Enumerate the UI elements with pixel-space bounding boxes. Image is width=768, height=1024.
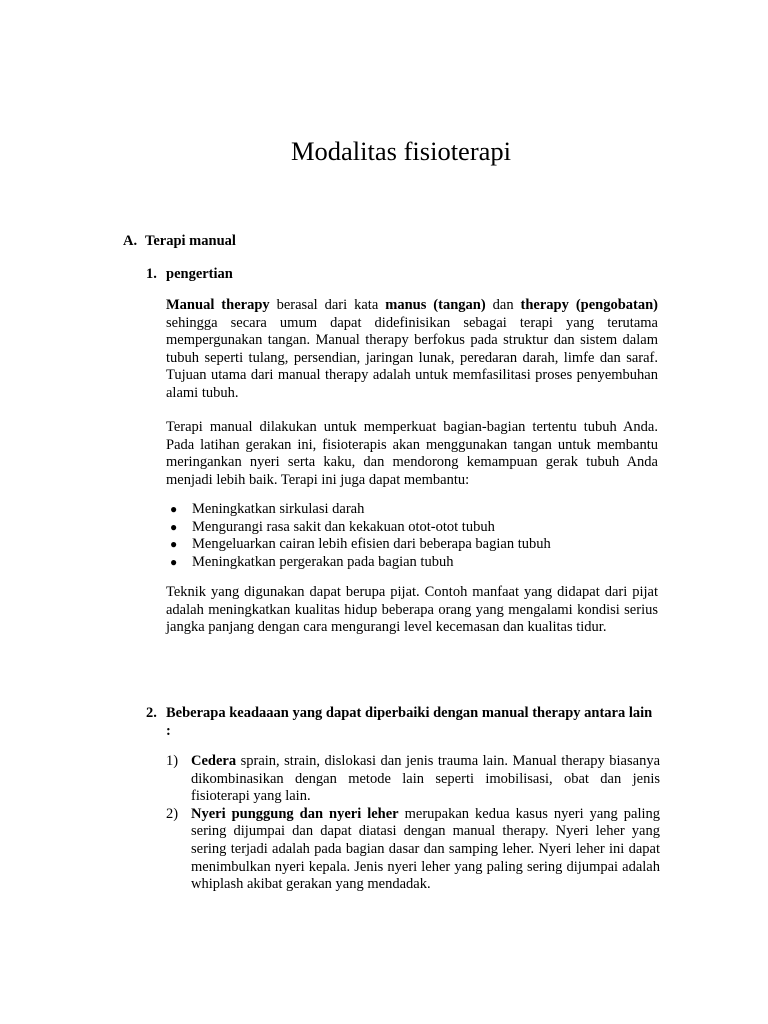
condition-text: merupakan kedua kasus nyeri yang paling sering dijumpai dan dapat diatasi dengan manual therapy. Nyeri leher yang sering terjadi adalah pada bagian dasar dan samping leher. Nyeri leher ini dapat menimbulkan nyeri kepala. Jenis nyeri leher yang paling sering dijumpai adalah whiplash akibat gerakan yang mendadak. [191, 805, 661, 893]
paragraph-text: berasal dari kata [269, 297, 386, 313]
subsection-2-marker: 2. [146, 705, 157, 721]
term-therapy: therapy (pengobatan) [520, 297, 658, 313]
list-item [166, 806, 660, 894]
section-a-title: Terapi manual [145, 233, 236, 249]
bullet-icon: ● [170, 537, 178, 552]
paragraph-text: dan [485, 297, 521, 313]
list-item [166, 554, 551, 572]
page-title: Modalitas fisioterapi [290, 136, 512, 166]
bullet-icon: ● [170, 502, 178, 516]
benefits-list [166, 501, 551, 571]
bullet-icon: ● [170, 519, 178, 534]
item-marker: 1) [166, 753, 179, 769]
paragraph-purpose: Terapi manual dilakukan untuk memperkuat bagian-bagian tertentu tubuh Anda. Pada latihan gerakan ini, fisioterapis akan menggunakan tangan untuk membantu meringankan nyeri serta kaku, dan mendorong kemampuan gerak tubuh Anda menjadi lebih baik. Terapi ini juga dapat membantu: [166, 419, 658, 488]
section-a-marker: A. [123, 233, 138, 249]
term-manus: manus (tangan) [385, 297, 486, 313]
condition-term: Cedera [191, 753, 237, 769]
subsection-2-heading [146, 705, 660, 740]
condition-text: sprain, strain, dislokasi dan jenis trauma lain. Manual therapy biasanya dikombinasikan dengan metode lain seperti imobilisasi, obat dan jenis fisioterapi yang lain. [191, 753, 660, 805]
paragraph-text: sehingga secara umum dapat didefinisikan sebagai terapi yang terutama mempergunakan tangan. Manual therapy berfokus pada struktur dan sistem dalam tubuh seperti tulang, persendian, jaringan lunak, peredaran darah, limfe dan saraf. Tujuan utama dari manual therapy adalah untuk memfasilitasi proses penyembuhan alami tubuh. [166, 314, 658, 401]
section-a-heading [123, 233, 236, 250]
paragraph-technique: Teknik yang digunakan dapat berupa pijat. Contoh manfaat yang didapat dari pijat adalah meningkatkan kualitas hidup beberapa orang yang mengalami kondisi serius jangka panjang dengan cara mengurangi level kecemasan dan kualitas tidur. [166, 584, 658, 636]
list-item-text: Meningkatkan pergerakan pada bagian tubuh [192, 553, 454, 570]
list-item-text: Mengurangi rasa sakit dan kekakuan otot-otot tubuh [192, 518, 495, 535]
list-item [166, 536, 551, 554]
item-marker: 2) [166, 805, 179, 822]
bullet-icon: ● [170, 554, 178, 569]
list-item-text: Meningkatkan sirkulasi darah [192, 501, 365, 517]
paragraph-definition [166, 297, 658, 403]
list-item-text: Mengeluarkan cairan lebih efisien dari beberapa bagian tubuh [192, 536, 551, 553]
conditions-list [166, 753, 660, 894]
list-item [166, 753, 660, 806]
subsection-2-title: Beberapa keadaaan yang dapat diperbaiki dengan manual therapy antara lain : [166, 705, 653, 739]
condition-term: Nyeri punggung dan nyeri leher [191, 805, 399, 822]
list-item [166, 501, 551, 519]
list-item [166, 519, 551, 537]
subsection-1-marker: 1. [146, 266, 157, 282]
subsection-1-title: pengertian [166, 266, 233, 282]
term-manual-therapy: Manual therapy [166, 297, 270, 313]
subsection-1-heading [146, 266, 233, 283]
